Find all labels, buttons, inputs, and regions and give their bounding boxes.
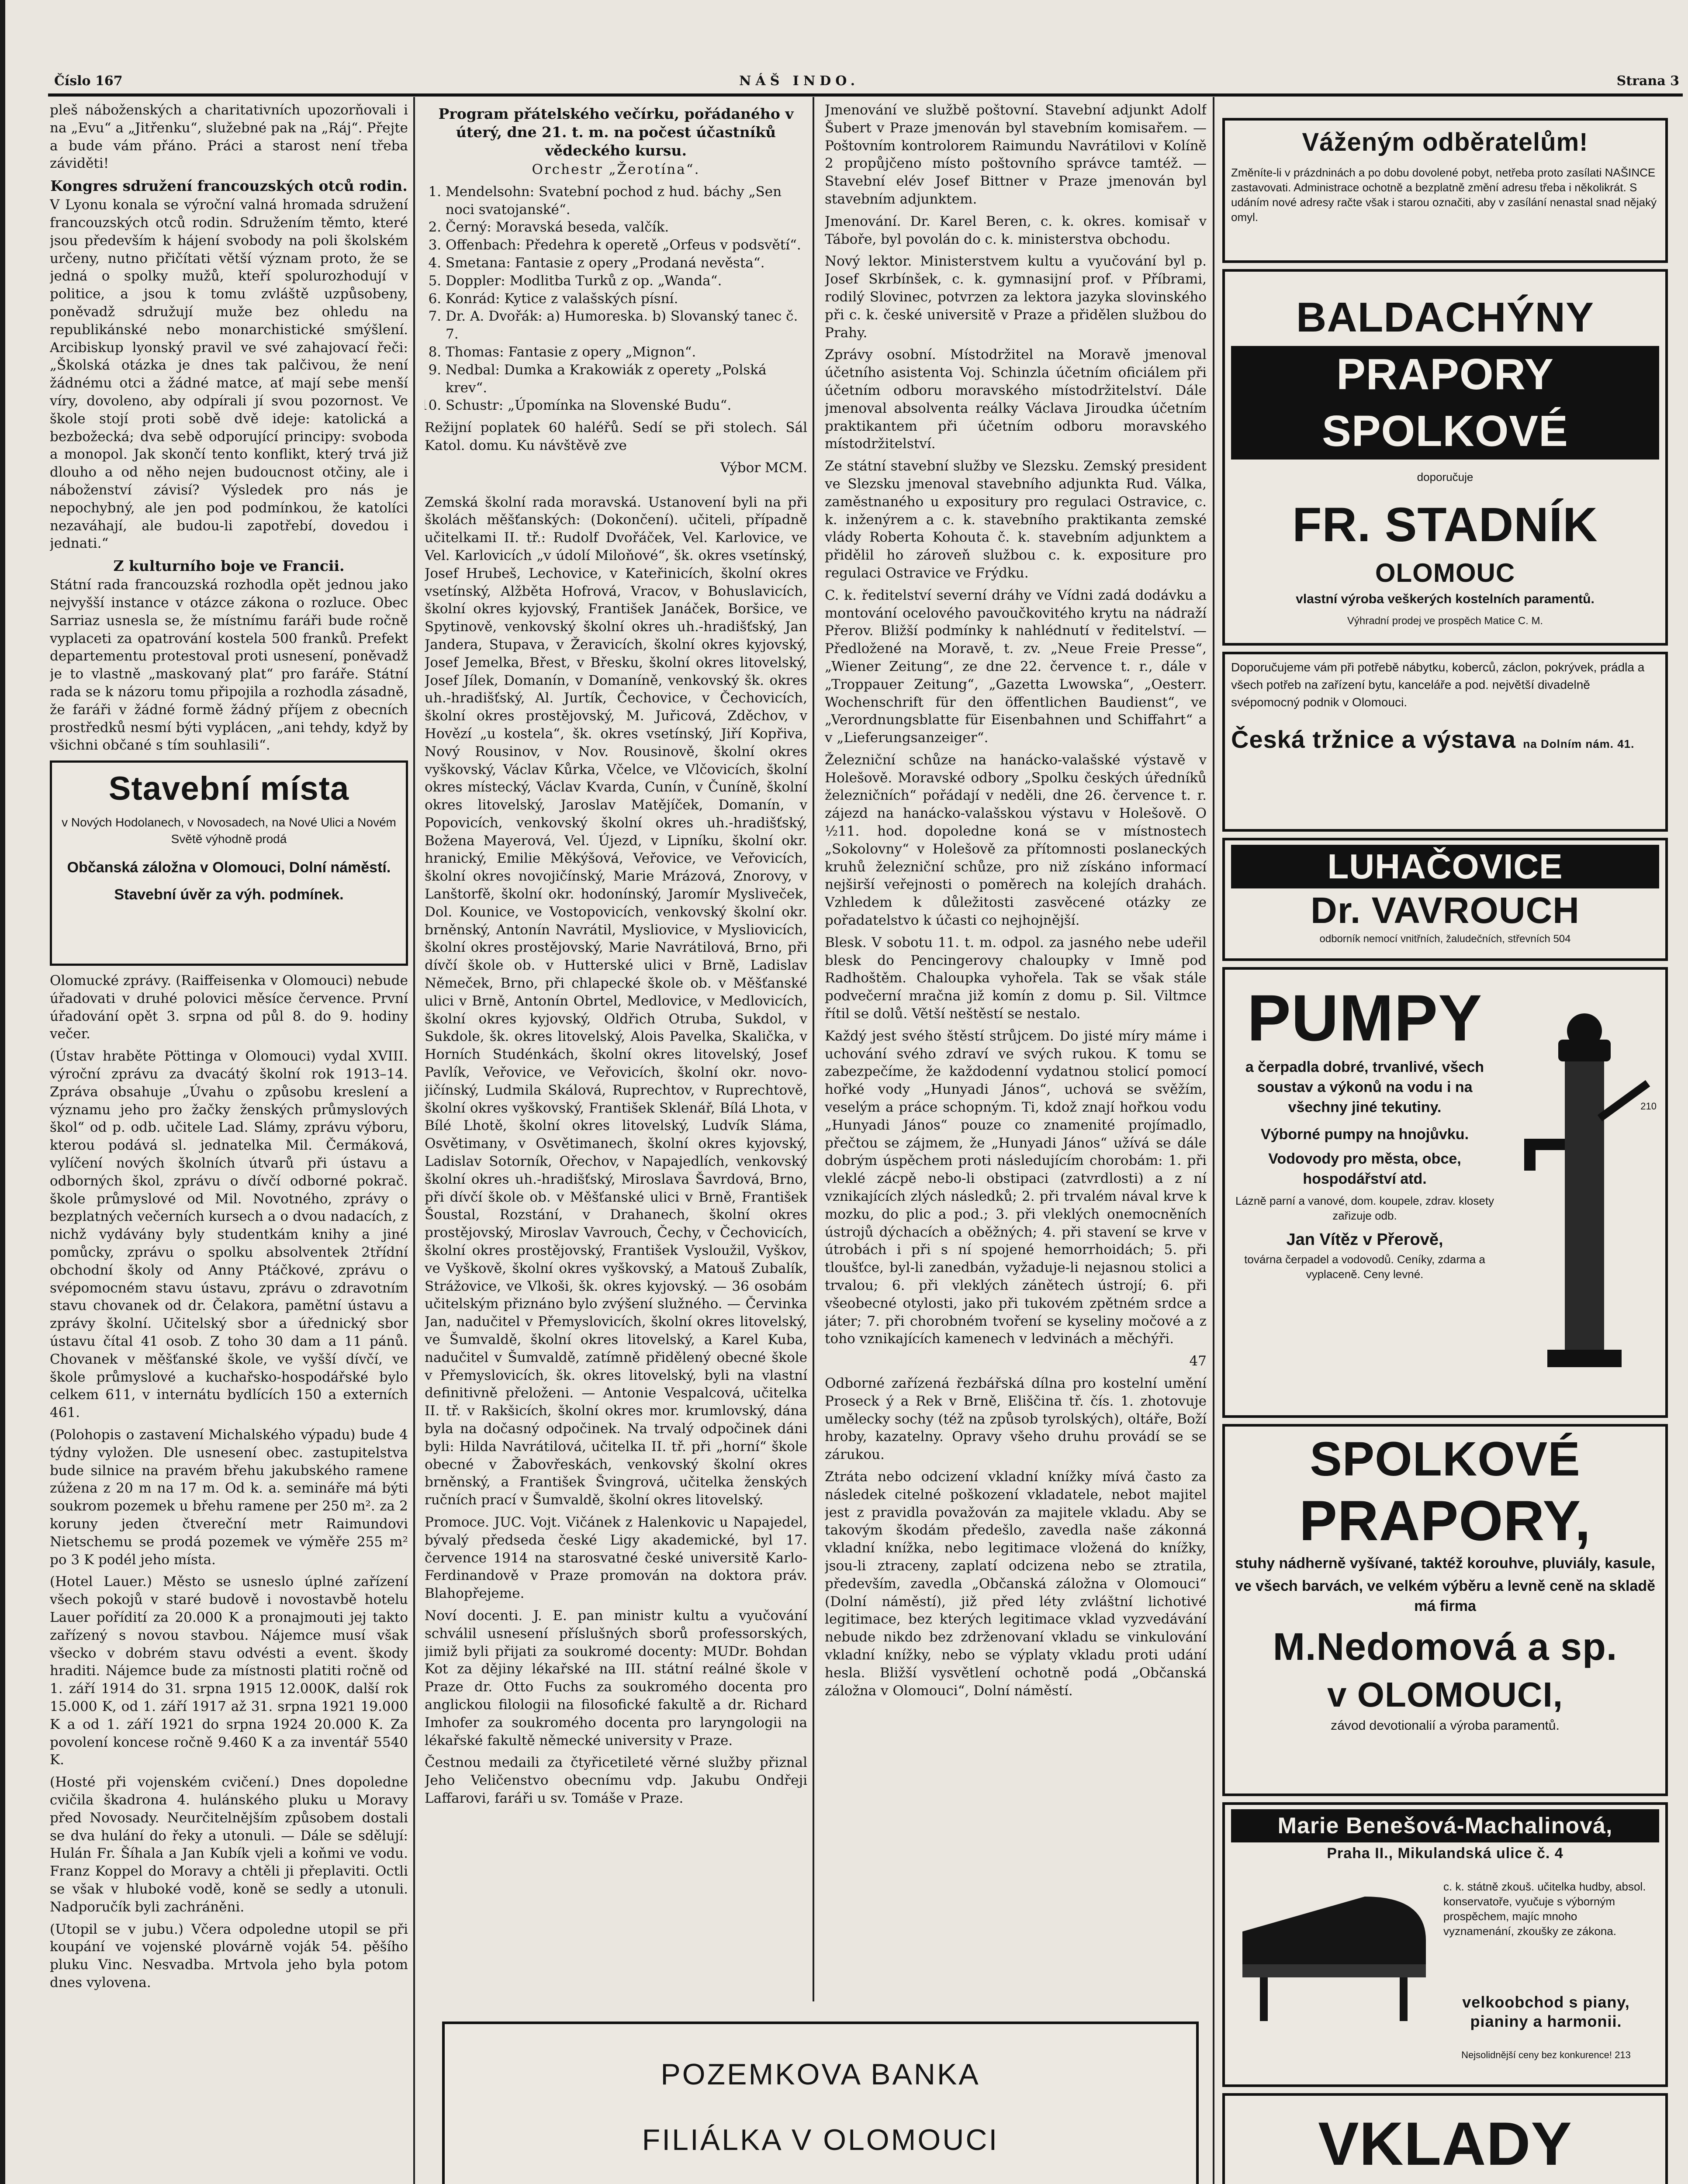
header-rule (48, 93, 1683, 97)
ad-ceska-trznice (1222, 652, 1668, 832)
pump-illustration (1512, 987, 1652, 1380)
article-text: (Hosté při vojenském cvičení.) Dnes dopoledne cvičila škadrona 4. hulánského pluku u Moravy před Novosady. Neurčitelnějším způsobem dostali se dva hulání do řeky a utonuli. — Dále se sdělují: Hulán Fr. Šíhala a Jan Kubík vjeli a koňmi ve vodu. Franz Koppel do Moravy a chtěli ji přeplaviti. Octli se však v hluboké vodě, koně se sedly a utonuli. Nadporučík byli zachráněni. (50, 1774, 408, 1915)
ad-nedomova (1222, 1424, 1668, 1796)
article-heading: Kongres sdružení francouzských otců rodin. (50, 177, 408, 195)
column-rule (813, 97, 814, 2001)
column-2 (425, 101, 807, 2184)
issue-number: Číslo 167 (54, 73, 123, 89)
article-text: Státní rada francouzská rozhodla opět jednou jako nejvyšší instance v otázce zákona o rozluce. Obec Sarriaz usnesla se, že místnímu faráři bude ročně vyplaceti za opatrování kostela 500 franků. Prefekt departementu protestoval proti usnesení, poněvadž je to vlastně „maskovaný plat“ pro faráře. Státní rada se k názoru tomu připojila a rozhodla zásadně, že faráři v žádné formě žádný příjem z obecních prostředků nesmí býti vyplácen, „ani tehdy, když by všichni občané s tím souhlasili“. (50, 577, 408, 753)
ad-text: odborník nemocí vnitřních, žaludečních, střevních (1319, 933, 1550, 945)
program-item: 6. Konrád: Kytice z valašských písní. (446, 290, 807, 308)
article-text: Zemská školní rada moravská. Ustanovení byli na při školách měšťanských: (Dokončení). učiteli, případně učitelkami II. tř.: Rudolf Dvořáček, Vel. Karlovice, ve Vel. Karlovicích „v údolí Miloňové“, šk. okres vsetínský, Josef Hrubeš, Lechovice, v Kateřinicích, školní okres vsetínský, Alžběta Hofrová, Vracov, v Bohuslavicích, školní okres kyjovský, František Janáček, Boršice, ve Spytinově, venkovský školní okres uh.-hradišťský, Jan Jandera, Stupava, v Žeravicích, školní okres kyjovský, Josef Jemelka, Břest, v Břesku, školní okres litovelský, Josef Jílek, Domanín, v Domaníně, venkovský šk. okres uh.-hradišťský, Al. Jurtík, Čechovice, v Čechovicích, školní okres prostějovský, M. Juřicová, Zděchov, v Hovězí „u kostela“, šk. okres vsetínský, Jiří Kopřiva, Nový Rousinov, v Nov. Rousinově, školní okres vyškovský, Václav Kůrka, Včelce, ve Vlčovicích, školní okres místecký, Václav Kvarda, Cunín, v Čuníně, školní okres litovelský, Jaroslav Matějíček, Domanín, v Popovicích, venkovský školní okres uh.-hradišťský, Božena Mayerová, Vel. Újezd, v Lipníku, školní okr. hranický, Emilie Měkýšová, Veřovice, ve Veřovicích, školní okres novojičínský, Marie Mrázová, Znorovy, v Lanštorfě, školní okr. hodonínský, Jaromír Mysliveček, Dol. Kounice, ve Vostopovicích, venkovský školní okr. brněnský, Antonín Navrátil, Mysliovice, v Mysliovicích, školní okres prostějovský, Marie Navrátilová, Brno, při dívčí škole ob. v Hutterské ulici v Brně, Ladislav Němeček, Brno, při chlapecké škole ob. v Měšťanské ulici v Brně, Antonín Obrtel, Medlovice, v Medlovicích, školní okres kyjovský, Oldřich Otruba, Sukdol, v Sukdole, šk. okres litovelský, Alois Pavelka, Skalička, v Horních Studénkách, školní okres litovelský, Josef Pavlík, Veřovice, ve Veřovicích, školní okr. novo-jičínský, Ludmila Skálová, Ruprechtov, v Ruprechtově, školní okres vyškovský, František Sklenář, Bílá Lhota, v Bílé Lhotě, školní okres litovelský, Ludvík Sláma, Osvětimany, v Osvětimanech, školní okres kyjovský, Ladislav Sotorník, Ořechov, v Napajedlích, venkovský školní okres uh.-hradišťský, Miroslava Šavrdová, Brno, při dívčí škole ob. v Měšťanské ulici v Brně, František Šoustal, Rozstání, v Drahanech, školní okres prostějovský, Miroslav Vavrouch, Čechy, v Čechovicích, školní okres prostějovský, František Vysloužil, Vyškov, ve Vyškově, školní okres vyškovský, a Matouš Zubalík, Strážovice, ve Vlkoši, šk. okres kyjovský. — 36 osobám učitelským přiznáno bylo zvýšení služného. — Červinka Jan, nadučitel v Přemyslovicích, školní okres litovelský, ve Šumvaldě, školní okres litovelský, a Karel Kuba, nadučitel v Šumvaldě, zatímně přidělený obecné škole v Přemyslovicích, šk. okres litovelský, byli na vlastní definitivně přeloženi. — Antonie Vespalcová, učitelka II. tř. v Rakšicích, školní okres mor. krumlovský, dána byla na dočasný odpočinek. Na trvalý odpočinek dáni byli: Hilda Navrátilová, učitelka II. tř. při „horní“ škole obecné v Žabovřeskách, venkovský školní okres brněnský, a František Švingrová, učitelka ženských ručních prací v Šumvaldě, školní okres litovelský. (425, 494, 807, 1508)
page-number: Strana 3 (1616, 73, 1679, 89)
ad-text: velkoobchod s piany, pianiny a harmonii. (1462, 1993, 1630, 2030)
article-text: (Hotel Lauer.) Město se usneslo úplné zařízení všech pokojů v staré budově i novostavbě hotelu Lauer pořídití za 20.000 K a pronajmouti jej takto zařízený s novou stavbou. Nájemce musí však všecko v dobrém stavu odvésti a event. škody hraditi. Nájemce bude za místnosti platiti ročně od 1. září 1914 do 31. srpna 1915 12.000K, další rok 15.000 K, od 1. září 1917 až 31. srpna 1921 19.000 K a od 1. září 1921 do srpna 1924 20.000 K. Za povolení koncese ročně 9.460 K a za inventář 5540 K. (50, 1574, 408, 1768)
program-title: Program přátelského večírku, pořádaného v úterý, dne 21. t. m. na počest účastníků vědeckého kursu. (438, 105, 794, 159)
article-text: V Lyonu konala se výroční valná hromada sdružení francouzských otců rodin. Sdružením těmto, které jsou především k hájení svobody na poli školském určeny, nutno přičítati větší význam proto, že se jedná o spolky mužů, kteří spolurozhodují v politice, a jsou k tomu zvláště uzpůsobeny, poněvadž sdružují muže bez ohledu na republikánské nebo monarchistické smýšlení. Arcibiskup lyonský pravil ve své zahajovací řeči: „Školská otázka je dnes tak palčivou, že není žádnému otci a žádné matce, ať mají sebe menší víry, dovoleno, aby odpírali jí svou pozornost. Ve škole stojí proti sobě dvě ideje: katolická a bezbožecká; dva sebě odporující principy: svoboda a monopol. Jak skončí tento konflikt, který trvá již dlouho a od něho nejen budoucnost otčiny, ale i náboženství závisí? Výsledek pro nás je nepochybný, ale jen pod podmínkou, že katolíci nezaváhají, ale budou-li zapotřebí, dovedou i jednati.“ (50, 197, 408, 552)
ad-title: Stavební místa (108, 770, 349, 808)
column-1 (50, 101, 408, 2184)
article-text: Olomucké zprávy. (Raiffeisenka v Olomouci) nebude úřadovati v druhé polovici měsíce července. První úřadování opět 3. srpna od půl 8. do 9. hodiny večer. (50, 973, 408, 1042)
article-text: C. k. ředitelství severní dráhy ve Vídni zadá dodávku a montování ocelového pavoučkovitého krytu na nádraží Přerov. Bližší podmínky k nahlédnutí v ředitelství. — Předložené na Moravě, t. zv. „Neue Freie Presse“, „Wiener Zeitung“, ze dne 22. července t. r., dále v „Troppauer Zeitung“, „Gazetta Lwowska“, „Oesterr. Wochenschrift für den öffentlichen Baudienst“, ve „Verordnungsblatte für Eisenbahnen und Schiffahrt“ a v „Lieferungsanzeiger“. (825, 587, 1207, 746)
article-text: Jmenování. Dr. Karel Beren, c. k. okres. komisař v Táboře, byl povolán do c. k. ministerstva obchodu. (825, 213, 1207, 247)
article-text: Železniční schůze na hanácko-valašské výstavě v Holešově. Moravské odbory „Spolku českých úředníků železničních“ pořádají v neděli, dne 26. července t. r. zájezd na hanácko-valašskou výstavu v Holešově. O ½11. hod. dopoledne koná se v místnostech „Sokolovny“ v Holešově za přítomnosti poslaneckých kruhů železniční schůze, pro niž získáno informací nejširší veřejnosti o poměrech na kolejích drahách. Vzhledem k důležitosti zasvěcené otázky ze pořadatelstvo k účasti co nejhojnější. (825, 752, 1207, 929)
article-text: (Ústav hraběte Pöttinga v Olomouci) vydal XVIII. výroční zprávu za dvacátý školní rok 1913–14. Zpráva obsahuje „Úvahu o způsobu kreslení a významu jeho pro žačky ženských průmyslových škol“ od p. odb. učitele Lad. Slámy, zprávu výboru, kterou podává sl. jednatelka Mil. Čermáková, vylíčení nových školních útvarů při ústavu a odborných škol, zprávu o dívčí odborné pokrač. škole průmyslové od Mil. Novotného, zprávy o bezplatných večerních kursech a o dvou nadacích, z nichž vydávány byly studentkám knihy a jiné pomůcky, zprávu o spolku absolventek 2třídní obchodní školy od Anny Ptáčkové, zprávu o svépomocném stavu ústavu, zprávu o zdravotním stavu chovanek od dr. Čelakora, pamětní ústavu a zprávy školní. Učitelský sbor a úřednický sbor ústavu čítal 41 osob. Z toho 30 dam a 11 pánů. Chovanek v měšťanské škole, ve vyšší dívčí, ve škole průmyslové a kuchařsko-hospodářské bylo celkem 611, v internátu bydlících 150 a externích 461. (50, 1048, 408, 1421)
article-heading: Z kulturního boje ve Francii. (113, 557, 345, 575)
masthead: NÁŠ INDO. (739, 73, 860, 89)
ad-company: Jan Vítěz v Přerově, (1286, 1230, 1443, 1249)
ad-text: v Nových Hodolanech, v Novosadech, na Nové Ulici a Novém Světě výhodně prodá (62, 816, 396, 846)
article-text: Každý jest svého štěstí strůjcem. Do jisté míry máme i uchování svého zdraví ve svých rukou. K tomu se zabezpečíme, že každodenní vydatnou stolicí pomocí hořké vody „Hunyadi János“, uchová se svěžím, veselým a práce schopným. Ti, kdož znají hořkou vodu „Hunyadi János“ pouze co znamenité projímadlo, přečtou se zájmem, že „Hunyadi János“ užívá se dále dobrým úspěchem proti následujícím chorobám: 1. při vleklé zácpě nebo-li obstipaci (zatvrdlosti) a z ní vznikajících zlých následků; 2. při trvalém nával krve k mozku, do plic a pod.; 3. při vleklých onemocněních ústrojů dýchacích a oběžných; 4. při stavení se krve v útrobách i při s ní spojené hemorrhoidách; 5. při tloušťce, byl-li zanedbán, vyžaduje-li nejasnou stolici a trvalou; 6. při vleklých zánětech ústrojí; 6. při všeobecné otylosti, jako při tukovém zpětném srdce a játer; 7. při chorobném tvoření se kyseliny močové a z toho vznikajících kamenech v ledvinách a měchýři. (825, 1028, 1207, 1347)
ad-text: c. k. státně zkouš. učitelka hudby, absol. konservatoře, vyučuje s výborným prospěchem, majíc mnoho vyznamenání, zkoušky ze zákona. (1443, 1880, 1646, 1938)
ad-title: PRAPORY, (1299, 1489, 1591, 1552)
bank-branch: FILIÁLKA V OLOMOUCI (642, 2123, 999, 2156)
ad-text (1443, 2049, 1649, 2061)
column-rule (413, 97, 415, 2184)
ad-title: LUHAČOVICE (1231, 845, 1659, 888)
program-item: 4. Smetana: Fantasie z opery „Prodaná nevěsta“. (446, 254, 807, 272)
article-text: Noví docenti. J. E. pan ministr kultu a vyučování schválil usnesení příslušných sborů professorských, jimiž byli přijati za soukromé docenty: MUDr. Bohdan Kot za dějiny lékařské na III. státní reálné škole v Praze dr. Otto Fuchs za soukromého docenta pro anglickou filologii na filosofické fakultě a dr. Richard Imhofer za soukromého docenta pro laryngologii na lékařské fakultě německé university v Praze. (425, 1607, 807, 1749)
article-text: Blesk. V sobotu 11. t. m. odpol. za jasného nebe udeřil blesk do Pencingerovy chaloupky v Imně pod Radhoštěm. Chaloupka vyhořela. Tak se však stále podvečerní mračna již komín z domu p. Sil. Viltmce řítil se dolů. Větší neštěstí se nestalo. (825, 934, 1207, 1022)
ad-pumpy (1222, 967, 1668, 1418)
ad-number: 504 (1553, 933, 1571, 945)
ad-title: BALDACHÝNY (1296, 294, 1594, 341)
ad-address: Praha II., Mikulandská ulice č. 4 (1327, 1845, 1563, 1862)
ad-city: v OLOMOUCI, (1327, 1675, 1563, 1714)
ad-text: a čerpadla dobré, trvanlivé, všech soustav a výkonů na vodu i na všechny jiné tekutiny. (1245, 1059, 1484, 1116)
program-item: 1. Mendelsohn: Svatební pochod z hud. báchy „Sen noci svatojanské“. (446, 183, 807, 219)
ad-text: ve všech barvách, ve velkém výběru a levně ceně na skladě má firma (1235, 1578, 1656, 1614)
article-text: pleš náboženských a charitativních upozorňovali i na „Evu“ a „Jitřenku“, služebné pak na „Ráj“. Přejte a bude vám přáno. Práci a starost není třeba záviděti! (50, 102, 408, 172)
ad-pumpy-text (1234, 978, 1496, 1282)
ad-company: Marie Benešová-Machalinová, (1231, 1809, 1659, 1842)
ad-title: SPOLKOVÉ (1310, 1432, 1581, 1486)
ad-text: Lázně parní a vanové, dom. koupele, zdrav. klosety zařizuje odb. (1235, 1194, 1494, 1222)
ad-vazenym (1222, 118, 1668, 263)
article-text: Zprávy osobní. Místodržitel na Moravě jmenoval účetního asistenta Voj. Schinzla účetním oficiálem při účetním odboru moravského místodržitelství. Dále jmenoval absolventa reálky Václava Jiroudka účetním praktikantem při účetním odboru moravského místodržitelství. (825, 347, 1207, 452)
program-item: 7. Dr. A. Dvořák: a) Humoreska. b) Slovanský tanec č. 7. (446, 308, 807, 343)
ad-company: M.Nedomová a sp. (1273, 1625, 1618, 1668)
ad-title: Váženým odběratelům! (1302, 128, 1588, 156)
ad-text: Nejsolidnější ceny bez konkurence! (1461, 2049, 1612, 2060)
ad-number: 210 (1640, 1101, 1657, 1112)
ad-text: Občanská záložna v Olomouci, Dolní náměstí. (67, 859, 391, 876)
ad-text: továrna čerpadel a vodovodů. Ceníky, zdarma a vyplaceně. Ceny levné. (1244, 1253, 1485, 1281)
program-item: 5. Doppler: Modlitba Turků z op. „Wanda“. (446, 272, 807, 290)
program-list (425, 183, 807, 415)
ad-text: vlastní výroba veškerých kostelních paramentů. (1296, 592, 1595, 606)
ad-text: Stavební úvěr za výh. podmínek. (114, 886, 344, 903)
article-text: Promoce. JUC. Vojt. Vičánek z Halenkovic u Napajedel, bývalý předseda české Ligy akademické, byl 17. července 1914 na starosvatné české universitě Karlo-Ferdinandově v Praze promován na doktora práv. Blahopřejeme. (425, 1514, 807, 1602)
bank-name: POZEMKOVA BANKA (661, 2058, 980, 2091)
program-item: 3. Offenbach: Předehra k operetě „Orfeus v podsvětí“. (446, 236, 807, 254)
program-item: 10. Schustr: „Úpomínka na Slovenské Budu“. (446, 397, 807, 415)
ad-title: PUMPY (1247, 981, 1483, 1054)
ad-text: závod devotionalií a výroba paramentů. (1331, 1718, 1560, 1733)
article-text: Odborné zařízená řezbářská dílna pro kostelní umění Proseck ý a Rek v Brně, Eliščina tř. čís. 1. zhotovuje umělecky sochy (též na způsob tyrolských), oltáře, Boží hroby, kazatelny. Opravy všeho druhu provádí se se zárukou. (825, 1375, 1207, 1463)
column-3 (825, 101, 1207, 2006)
ad-company: Dr. VAVROUCH (1311, 890, 1580, 931)
ad-vklady (1222, 2093, 1668, 2184)
ad-address: na Dolním nám. 41. (1523, 737, 1635, 750)
ad-number: 213 (1615, 2049, 1631, 2060)
ad-pozemkova-banka (442, 2022, 1199, 2184)
ad-text: Doporučujeme vám při potřebě nábytku, koberců, záclon, pokrývek, prádla a všech potřeb na zařízení bytu, kanceláře a pod. největší divadelně svépomocný podnik v Olomouci. (1231, 660, 1645, 709)
article-text: Ztráta nebo odcizení vkladní knížky mívá často za následek citelné poškození vkladatele, nebot majitel jest z pravidla považován za majitele vkladu. Aby se takovým škodám předešlo, zavedla naše zákonná vkladní knížka, nebo legitimace vložená do knížky, jsou-li ztraceny, zaplatí odcizena nebo se ztratila, především, zavedla „Občanská záložna v Olomouci“ (Dolní náměstí), již před léty zvláštní lichotivé legitimace, bez kterých legitimace vklad vyzvedávání nebude nikdo bez zdrženovaní vkladu se vinkulování vkladní knížky, nebo se výplaty vkladu proti udání hesla. Bližší vysvětlení ochotně podá „Občanská záložna v Olomouci“, Dolní náměstí. (825, 1469, 1207, 1699)
ad-text: stuhy nádherně vyšívané, taktéž korouhve, pluviály, kasule, (1235, 1555, 1655, 1572)
ad-text: doporučuje (1417, 470, 1474, 484)
ad-city: OLOMOUC (1375, 558, 1515, 587)
article-text: Jmenování ve službě poštovní. Stavební adjunkt Adolf Šubert v Praze jmenován byl stavebním komisařem. — Poštovním kontrolorem Raimundu Navrátilovi v Kolíně 2 propůjčeno místo poštovního správce tamtéž. — Stavební elév Josef Bittner v Praze jmenován byl stavebním adjunktem. (825, 102, 1207, 207)
ad-company: FR. STADNÍK (1292, 498, 1598, 552)
ad-title: SPOLKOVÉ (1231, 403, 1659, 460)
ad-title: PRAPORY (1231, 346, 1659, 403)
ad-text: Výborné pumpy na hnojůvku. (1260, 1126, 1469, 1143)
column-4-ads (1222, 100, 1668, 2184)
program-item: 9. Nedbal: Dumka a Krakowiák z operety „Polská krev“. (446, 361, 807, 397)
ad-text: Vodovody pro města, obce, hospodářství atd. (1268, 1151, 1461, 1187)
article-text: Ze státní stavební služby ve Slezsku. Zemský president ve Slezsku jmenoval stavebního adjunkta Rud. Válka, zaměstnaného u expositury pro regulaci Ostravice, c. k. inženýrem a c. k. stavebního praktikanta zemské vlády Roberta Kohouta č. k. stavebním adjunktem a přidělil ho zároveň službou c. k. expositure pro regulaci Ostravice ve Frýdku. (825, 458, 1207, 581)
newspaper-page (5, 0, 1688, 2184)
program-item: 2. Černý: Moravská beseda, valčík. (446, 218, 807, 236)
ad-stavebni-mista (50, 760, 408, 966)
ad-stadnik (1222, 269, 1668, 646)
signature: Výbor MCM. (720, 460, 807, 476)
article-text: (Utopil se v jubu.) Včera odpoledne utopil se při koupání ve vojenské plovárně voják 54. pěšího pluku Vinc. Nesvadba. Mrtvola jeho byla potom dnes vylovena. (50, 1921, 408, 1990)
piano-illustration (1234, 1879, 1435, 2023)
bank-location (445, 2173, 1196, 2184)
ad-text: Změníte-li v prázdninách a po dobu dovolené pobyt, netřeba proto zasílati NAŠINCE zastavovati. Administrace ochotně a bezplatně změní adresu třeba i několikrát. S udáním nové adresy račte však i starou označiti, aby v zasílání nenastal snad nějaký omyl. (1231, 166, 1657, 224)
article-text: Režijní poplatek 60 haléřů. Sedí se při stolech. Sál Katol. domu. Ku návštěvě zve (425, 420, 807, 453)
ad-benesova (1222, 1802, 1668, 2087)
article-text: Čestnou medaili za čtyřicetileté věrné služby přiznal Jeho Veličenstvo obecnímu vdp. Jakubu Ondřeji Laffarovi, faráři u sv. Tomáše v Praze. (425, 1755, 807, 1806)
article-text: (Polohopis o zastavení Michalského výpadu) bude 4 týdny vyložen. Dle usnesení obec. zastupitelstva bude silnice na pravém břehu jakubského ramene zúžena z 20 m na 17 m. Od k. a. semináře má býti soukrom pozemek u břehu ramene per 250 m². za 2 koruny jeden čtvereční metr Raimundovi Nietschemu se prodá pozemek ve výměře 255 m² po 3 K podél jeho místa. (50, 1427, 408, 1568)
article-text: Nový lektor. Ministerstvem kultu a vyučování byl p. Josef Skrbínšek, c. k. gymnasijní prof. v Příbrami, rodilý Slovinec, potvrzen za lektora jazyka slovinského při c. k. české universitě v Praze a přidělen službou do Prahy. (825, 253, 1207, 341)
ad-company-name: Česká tržnice a výstava (1231, 726, 1516, 753)
column-rule (1213, 97, 1214, 2184)
ad-text: Výhradní prodej ve prospěch Matice C. M. (1347, 615, 1543, 627)
program-item: 8. Thomas: Fantasie z opery „Mignon“. (446, 343, 807, 361)
ad-luhacovice (1222, 838, 1668, 961)
ad-company (1231, 720, 1659, 764)
article-number: 47 (1189, 1353, 1207, 1369)
ad-text (1231, 932, 1659, 946)
orchestra: Orchestr „Žerotína“. (532, 162, 700, 177)
ad-title: VKLADY (1318, 2109, 1572, 2178)
